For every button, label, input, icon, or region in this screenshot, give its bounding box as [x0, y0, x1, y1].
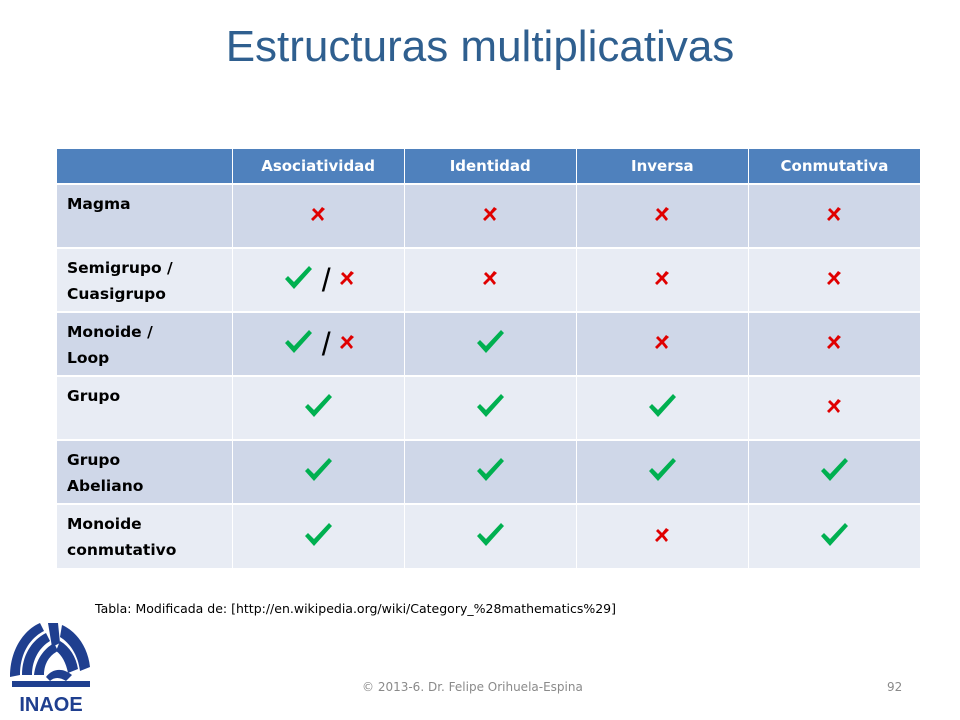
- cross-icon: [826, 398, 842, 414]
- row-label-line: Grupo: [67, 451, 121, 469]
- table-cell: [748, 504, 920, 568]
- row-label-line: Monoide: [67, 515, 142, 533]
- column-header: Asociatividad: [232, 149, 404, 184]
- check-icon: [646, 390, 678, 422]
- table-cell: [404, 504, 576, 568]
- footer-copyright: © 2013-6. Dr. Felipe Orihuela-Espina: [362, 680, 583, 694]
- table-cell: [232, 504, 404, 568]
- row-label-line: Grupo: [67, 387, 121, 405]
- svg-text:INAOE: INAOE: [19, 694, 83, 716]
- table-row: [57, 312, 921, 376]
- cross-icon: [826, 334, 842, 350]
- cross-icon: [339, 334, 355, 350]
- check-icon: [646, 454, 678, 486]
- table-cell: [748, 440, 920, 504]
- cross-icon: [654, 206, 670, 222]
- table-header-row: [57, 149, 921, 184]
- table-row: [57, 376, 921, 440]
- table-cell: [232, 376, 404, 440]
- check-icon: [302, 390, 334, 422]
- page-number: 92: [887, 680, 903, 694]
- cross-icon: [482, 270, 498, 286]
- check-icon: [282, 262, 314, 294]
- slash-separator: /: [321, 261, 331, 298]
- check-icon: [302, 454, 334, 486]
- slide-title: Estructuras multiplicativas: [225, 22, 735, 71]
- column-header: Identidad: [404, 149, 576, 184]
- table-cell: [404, 440, 576, 504]
- properties-table: [57, 149, 921, 568]
- cross-icon: [654, 270, 670, 286]
- check-icon: [474, 519, 506, 551]
- row-label-line: Loop: [67, 349, 110, 367]
- cross-icon: [339, 270, 355, 286]
- table-cell: [232, 440, 404, 504]
- table-cell: [576, 312, 748, 376]
- slash-separator: /: [321, 325, 331, 362]
- table-cell: [576, 440, 748, 504]
- table-cell: [576, 184, 748, 248]
- column-header: Inversa: [576, 149, 748, 184]
- table-cell: [748, 184, 920, 248]
- row-label-line: Abeliano: [67, 477, 144, 495]
- row-label: [57, 184, 232, 248]
- table-cell: [748, 312, 920, 376]
- table-cell: [232, 248, 404, 312]
- cross-icon: [826, 270, 842, 286]
- cross-icon: [654, 334, 670, 350]
- table-caption: Tabla: Modificada de: [http://en.wikipedia.org/wiki/Category_%28mathematics%29]: [95, 601, 617, 616]
- row-label: [57, 504, 232, 568]
- table-cell: [404, 184, 576, 248]
- check-icon: [818, 519, 850, 551]
- table-cell: [404, 376, 576, 440]
- table-cell: [576, 376, 748, 440]
- cross-icon: [654, 527, 670, 543]
- check-icon: [474, 454, 506, 486]
- check-icon: [474, 390, 506, 422]
- cross-icon: [482, 206, 498, 222]
- row-label: [57, 312, 232, 376]
- cross-icon: [310, 206, 326, 222]
- table-cell: [576, 248, 748, 312]
- row-label: [57, 376, 232, 440]
- row-label-line: Semigrupo /: [67, 259, 173, 277]
- table-cell: [576, 504, 748, 568]
- check-icon: [302, 519, 334, 551]
- table-row: [57, 440, 921, 504]
- inaoe-logo: [6, 617, 96, 717]
- table-cell: [232, 184, 404, 248]
- header-corner: [57, 149, 232, 184]
- row-label-line: conmutativo: [67, 541, 177, 559]
- table-row: [57, 248, 921, 312]
- row-label-line: Cuasigrupo: [67, 285, 166, 303]
- row-label: [57, 248, 232, 312]
- table-cell: [232, 312, 404, 376]
- row-label-line: Magma: [67, 195, 131, 213]
- table-cell: [404, 312, 576, 376]
- check-icon: [474, 326, 506, 358]
- check-icon: [818, 454, 850, 486]
- cross-icon: [826, 206, 842, 222]
- table-cell: [404, 248, 576, 312]
- column-header: Conmutativa: [748, 149, 920, 184]
- row-label-line: Monoide /: [67, 323, 153, 341]
- row-label: [57, 440, 232, 504]
- table-row: [57, 184, 921, 248]
- table-row: [57, 504, 921, 568]
- table-cell: [748, 376, 920, 440]
- check-icon: [282, 326, 314, 358]
- table-cell: [748, 248, 920, 312]
